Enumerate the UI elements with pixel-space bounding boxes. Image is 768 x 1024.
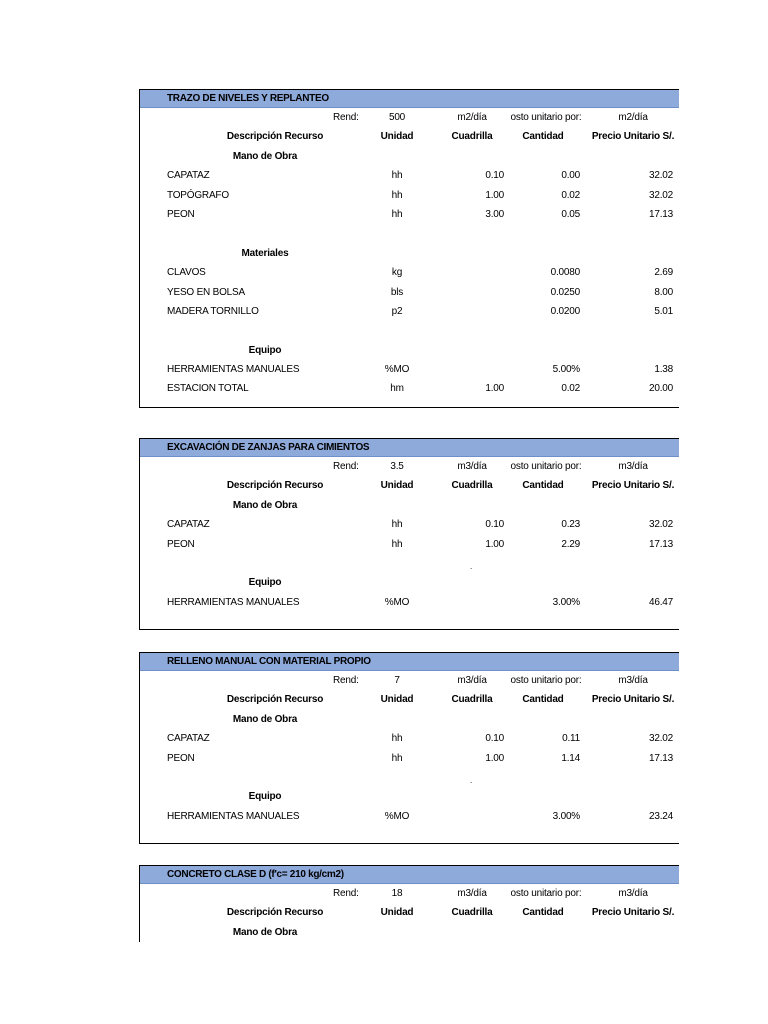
section-equipo: [140, 341, 679, 360]
section-equipo: [140, 787, 679, 806]
resource-unit: kg: [391, 267, 403, 279]
block-bottom-spacer: [140, 826, 679, 843]
resource-desc: TOPÓGRAFO: [167, 189, 229, 201]
resource-desc: CAPATAZ: [167, 519, 210, 531]
section-label: Materiales: [241, 247, 289, 259]
resource-desc: CAPATAZ: [167, 170, 210, 182]
header-cantidad: Cantidad: [522, 131, 564, 143]
spacer-row: [140, 554, 679, 573]
rend-row: [140, 108, 679, 127]
section-label: Mano de Obra: [232, 713, 298, 725]
section-label: Mano de Obra: [232, 926, 298, 938]
header-descripcion: Descripción Recurso: [226, 131, 324, 143]
resource-precio: 17.13: [648, 208, 673, 220]
header-unidad: Unidad: [380, 907, 414, 919]
resource-cantidad: 0.0080: [550, 267, 580, 279]
section-materiales: [140, 244, 679, 263]
section-mano-obra: [140, 496, 679, 515]
resource-cuadrilla: 1.00: [485, 189, 504, 201]
header-cuadrilla: Cuadrilla: [451, 131, 493, 143]
resource-row: [140, 263, 679, 282]
section-mano-obra: [140, 710, 679, 729]
resource-precio: 20.00: [648, 383, 673, 395]
block-title: TRAZO DE NIVELES Y REPLANTEO: [140, 90, 679, 108]
resource-precio: 32.02: [648, 519, 673, 531]
stray-dot: .: [470, 561, 473, 571]
resource-unit: hm: [390, 383, 404, 395]
costo-unitario-unit: m3/día: [618, 888, 648, 899]
resource-unit: hh: [391, 170, 403, 182]
resource-row: [140, 515, 679, 534]
block-title: RELLENO MANUAL CON MATERIAL PROPIO: [140, 653, 679, 671]
resource-cantidad: 0.02: [561, 189, 580, 201]
header-unidad: Unidad: [380, 694, 414, 706]
resource-cantidad: 0.00: [561, 170, 580, 182]
resource-precio: 32.02: [648, 189, 673, 201]
costo-unitario-unit: m3/día: [618, 675, 648, 686]
resource-cantidad: 0.05: [561, 208, 580, 220]
resource-precio: 8.00: [654, 286, 673, 298]
header-cantidad: Cantidad: [522, 907, 564, 919]
resource-precio: 1.38: [654, 364, 673, 376]
resource-desc: PEON: [167, 752, 195, 764]
header-precio: Precio Unitario S/.: [591, 480, 675, 492]
header-precio: Precio Unitario S/.: [591, 694, 675, 706]
rend-unit: m2/día: [457, 112, 487, 123]
section-label: Equipo: [248, 344, 282, 356]
block-title: CONCRETO CLASE D (f'c= 210 kg/cm2): [140, 866, 679, 884]
resource-desc: CAPATAZ: [167, 733, 210, 745]
section-mano-obra: [140, 147, 679, 166]
resource-row: [140, 283, 679, 302]
block-bottom-spacer: [140, 399, 679, 407]
block-bottom-spacer: [140, 612, 679, 629]
rend-label: Rend:: [333, 675, 359, 686]
section-mano-obra: [140, 923, 679, 942]
resource-row: [140, 749, 679, 768]
resource-unit: hh: [391, 752, 403, 764]
resource-cantidad: 5.00%: [552, 364, 580, 376]
resource-unit: hh: [391, 538, 403, 550]
header-row: [140, 476, 679, 495]
resource-cuadrilla: 1.00: [485, 538, 504, 550]
rend-label: Rend:: [333, 112, 359, 123]
header-row: [140, 127, 679, 146]
resource-cantidad: 1.14: [561, 752, 580, 764]
section-label: Mano de Obra: [232, 150, 298, 162]
header-cuadrilla: Cuadrilla: [451, 480, 493, 492]
apu-block-excavacion: [139, 438, 679, 630]
resource-desc: CLAVOS: [167, 267, 206, 279]
costo-unitario-unit: m2/día: [618, 112, 648, 123]
resource-cuadrilla: 1.00: [485, 383, 504, 395]
rend-value: 18: [391, 888, 403, 899]
stray-dot: .: [470, 775, 473, 785]
resource-precio: 2.69: [654, 267, 673, 279]
costo-unitario-label: osto unitario por:: [510, 112, 582, 123]
header-descripcion: Descripción Recurso: [226, 694, 324, 706]
rend-label: Rend:: [333, 461, 359, 472]
resource-precio: 32.02: [648, 733, 673, 745]
resource-desc: HERRAMIENTAS MANUALES: [167, 810, 300, 822]
rend-value: 3.5: [390, 461, 404, 472]
rend-row: [140, 884, 679, 903]
header-row: [140, 690, 679, 709]
rend-row: [140, 457, 679, 476]
resource-desc: HERRAMIENTAS MANUALES: [167, 364, 300, 376]
header-unidad: Unidad: [380, 131, 414, 143]
resource-row: [140, 186, 679, 205]
resource-unit: hh: [391, 733, 403, 745]
section-label: Equipo: [248, 577, 282, 589]
resource-cantidad: 0.02: [561, 383, 580, 395]
resource-precio: 23.24: [648, 810, 673, 822]
resource-unit: %MO: [384, 596, 410, 608]
resource-desc: ESTACION TOTAL: [167, 383, 249, 395]
apu-block-relleno: [139, 652, 679, 844]
resource-row: [140, 205, 679, 224]
apu-block-concreto: [139, 865, 679, 942]
resource-desc: HERRAMIENTAS MANUALES: [167, 596, 300, 608]
resource-desc: YESO EN BOLSA: [167, 286, 245, 298]
header-descripcion: Descripción Recurso: [226, 480, 324, 492]
resource-cantidad: 0.11: [562, 733, 580, 745]
resource-precio: 5.01: [654, 305, 673, 317]
resource-unit: hh: [391, 189, 403, 201]
resource-cantidad: 0.0250: [550, 286, 580, 298]
spacer-row: [140, 768, 679, 787]
resource-precio: 46.47: [648, 596, 673, 608]
resource-cantidad: 2.29: [561, 538, 580, 550]
header-precio: Precio Unitario S/.: [591, 907, 675, 919]
header-descripcion: Descripción Recurso: [226, 907, 324, 919]
resource-row: [140, 535, 679, 554]
section-label: Equipo: [248, 791, 282, 803]
resource-cuadrilla: 0.10: [485, 519, 504, 531]
resource-unit: %MO: [384, 364, 410, 376]
block-title: EXCAVACIÓN DE ZANJAS PARA CIMIENTOS: [140, 439, 679, 457]
costo-unitario-label: osto unitario por:: [510, 461, 582, 472]
resource-row: [140, 302, 679, 321]
resource-unit: hh: [391, 519, 403, 531]
resource-unit: bls: [390, 286, 404, 298]
resource-cuadrilla: 1.00: [485, 752, 504, 764]
resource-row: [140, 166, 679, 185]
section-label: Mano de Obra: [232, 499, 298, 511]
resource-cuadrilla: 0.10: [485, 170, 504, 182]
spacer-row: [140, 224, 679, 243]
resource-cantidad: 0.0200: [550, 305, 580, 317]
resource-unit: p2: [391, 305, 403, 317]
spacer-row: [140, 321, 679, 340]
rend-label: Rend:: [333, 888, 359, 899]
header-unidad: Unidad: [380, 480, 414, 492]
rend-unit: m3/día: [457, 461, 487, 472]
resource-desc: PEON: [167, 208, 195, 220]
resource-cantidad: 3.00%: [552, 810, 580, 822]
header-precio: Precio Unitario S/.: [591, 131, 675, 143]
resource-unit: %MO: [384, 810, 410, 822]
resource-precio: 32.02: [648, 170, 673, 182]
resource-unit: hh: [391, 208, 403, 220]
resource-cuadrilla: 3.00: [485, 208, 504, 220]
resource-desc: PEON: [167, 538, 195, 550]
resource-cantidad: 3.00%: [552, 596, 580, 608]
resource-cuadrilla: 0.10: [485, 733, 504, 745]
resource-row: [140, 360, 679, 379]
header-row: [140, 903, 679, 922]
header-cantidad: Cantidad: [522, 480, 564, 492]
resource-row: [140, 593, 679, 612]
resource-row: [140, 807, 679, 826]
resource-precio: 17.13: [648, 752, 673, 764]
costo-unitario-unit: m3/día: [618, 461, 648, 472]
rend-value: 500: [388, 112, 406, 123]
rend-row: [140, 671, 679, 690]
resource-row: [140, 379, 679, 398]
section-equipo: [140, 573, 679, 592]
resource-precio: 17.13: [648, 538, 673, 550]
resource-desc: MADERA TORNILLO: [167, 305, 259, 317]
rend-unit: m3/día: [457, 888, 487, 899]
resource-cantidad: 0.23: [561, 519, 580, 531]
header-cuadrilla: Cuadrilla: [451, 694, 493, 706]
costo-unitario-label: osto unitario por:: [510, 888, 582, 899]
rend-value: 7: [394, 675, 400, 686]
header-cantidad: Cantidad: [522, 694, 564, 706]
apu-block-trazo: [139, 89, 679, 408]
resource-row: [140, 729, 679, 748]
header-cuadrilla: Cuadrilla: [451, 907, 493, 919]
rend-unit: m3/día: [457, 675, 487, 686]
costo-unitario-label: osto unitario por:: [510, 675, 582, 686]
